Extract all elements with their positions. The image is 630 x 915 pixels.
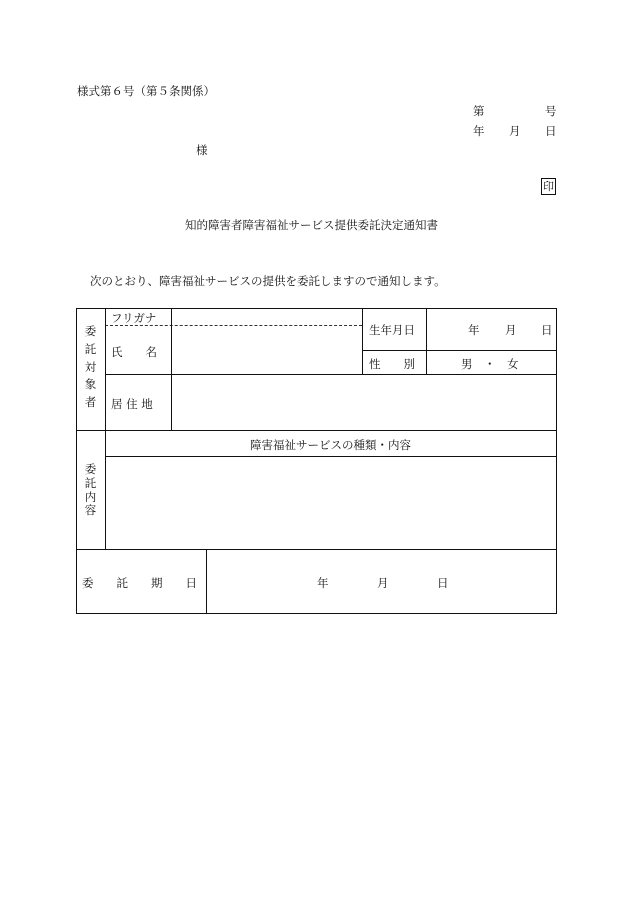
issue-date-day: 日 (545, 124, 557, 138)
birthdate-year: 年 (468, 323, 480, 337)
issue-date-month: 月 (509, 124, 521, 138)
document-title: 知的障害者障害福祉サービス提供委託決定通知書 (185, 218, 438, 232)
intro-text: 次のとおり、障害福祉サービスの提供を委託しますので通知します。 (90, 274, 446, 288)
gender-options[interactable]: 男 ・ 女 (461, 357, 519, 371)
name-label: 氏 名 (111, 345, 157, 359)
birthdate-month: 月 (505, 323, 517, 337)
address-label: 居 住 地 (111, 397, 153, 411)
furigana-field[interactable] (173, 310, 360, 324)
service-content-field[interactable] (107, 458, 555, 548)
gender-label: 性 別 (369, 357, 415, 371)
name-field[interactable] (173, 327, 360, 373)
birthdate-label: 生年月日 (369, 323, 415, 337)
birthdate-day: 日 (541, 323, 553, 337)
period-month: 月 (377, 576, 389, 590)
service-type-header: 障害福祉サービスの種類・内容 (250, 438, 411, 452)
form-number: 様式第６号（第５条関係） (77, 84, 215, 98)
doc-number-prefix: 第 (473, 104, 485, 118)
addressee-suffix: 様 (196, 143, 208, 157)
issue-date-year: 年 (473, 124, 485, 138)
seal-mark: 印 (543, 180, 554, 193)
period-year: 年 (317, 576, 329, 590)
subject-header: 委 託 対 象 者 (84, 324, 97, 410)
furigana-label: フリガナ (111, 311, 157, 325)
period-day: 日 (437, 576, 449, 590)
doc-number-suffix: 号 (545, 104, 557, 118)
period-label: 委 託 期 日 (82, 576, 197, 590)
content-header: 委 託 内 容 (84, 462, 97, 518)
address-field[interactable] (173, 376, 555, 429)
